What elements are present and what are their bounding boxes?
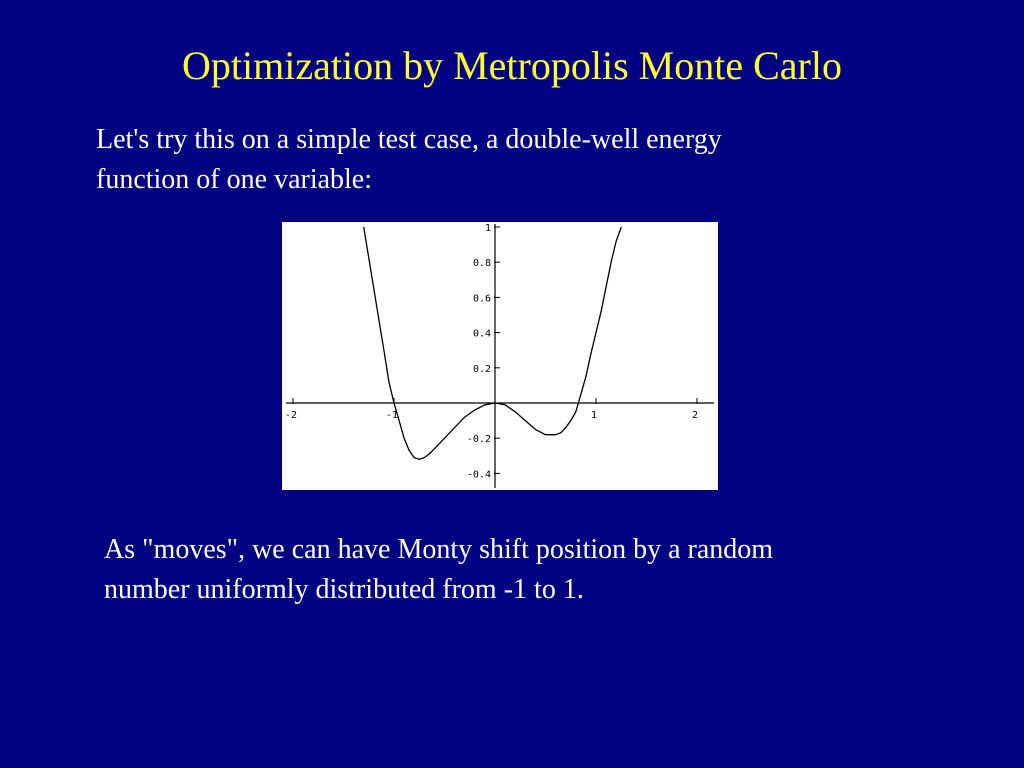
double-well-plot [282,222,718,490]
intro-paragraph [96,120,916,200]
y-tick-label-1: 0.8 [472,258,491,270]
slide-title: Optimization by Metropolis Monte Carlo [182,43,842,88]
y-tick-label-2: 0.6 [472,293,491,305]
y-tick-label-4: 0.2 [472,363,491,375]
x-tick-label-1: -1 [385,410,399,421]
x-tick-label-0: -2 [284,410,298,421]
y-tick-label-5: -0.2 [466,434,491,446]
y-tick-label-3: 0.4 [472,328,491,340]
y-tick-label-0: 1 [484,223,491,234]
x-tick-label-2: 1 [590,410,598,421]
moves-line-2: number uniformly distributed from -1 to 1. [104,574,584,605]
energy-curve-line [364,227,622,459]
x-tick-label-3: 2 [691,410,699,421]
y-tick-label-6: -0.4 [466,469,491,481]
moves-paragraph [104,530,964,610]
intro-line-1: Let's try this on a simple test case, a double-well energy [96,124,722,155]
plot-canvas [282,222,718,490]
moves-line-1: As "moves", we can have Monty shift position by a random [104,534,774,565]
intro-line-2: function of one variable: [96,164,373,195]
